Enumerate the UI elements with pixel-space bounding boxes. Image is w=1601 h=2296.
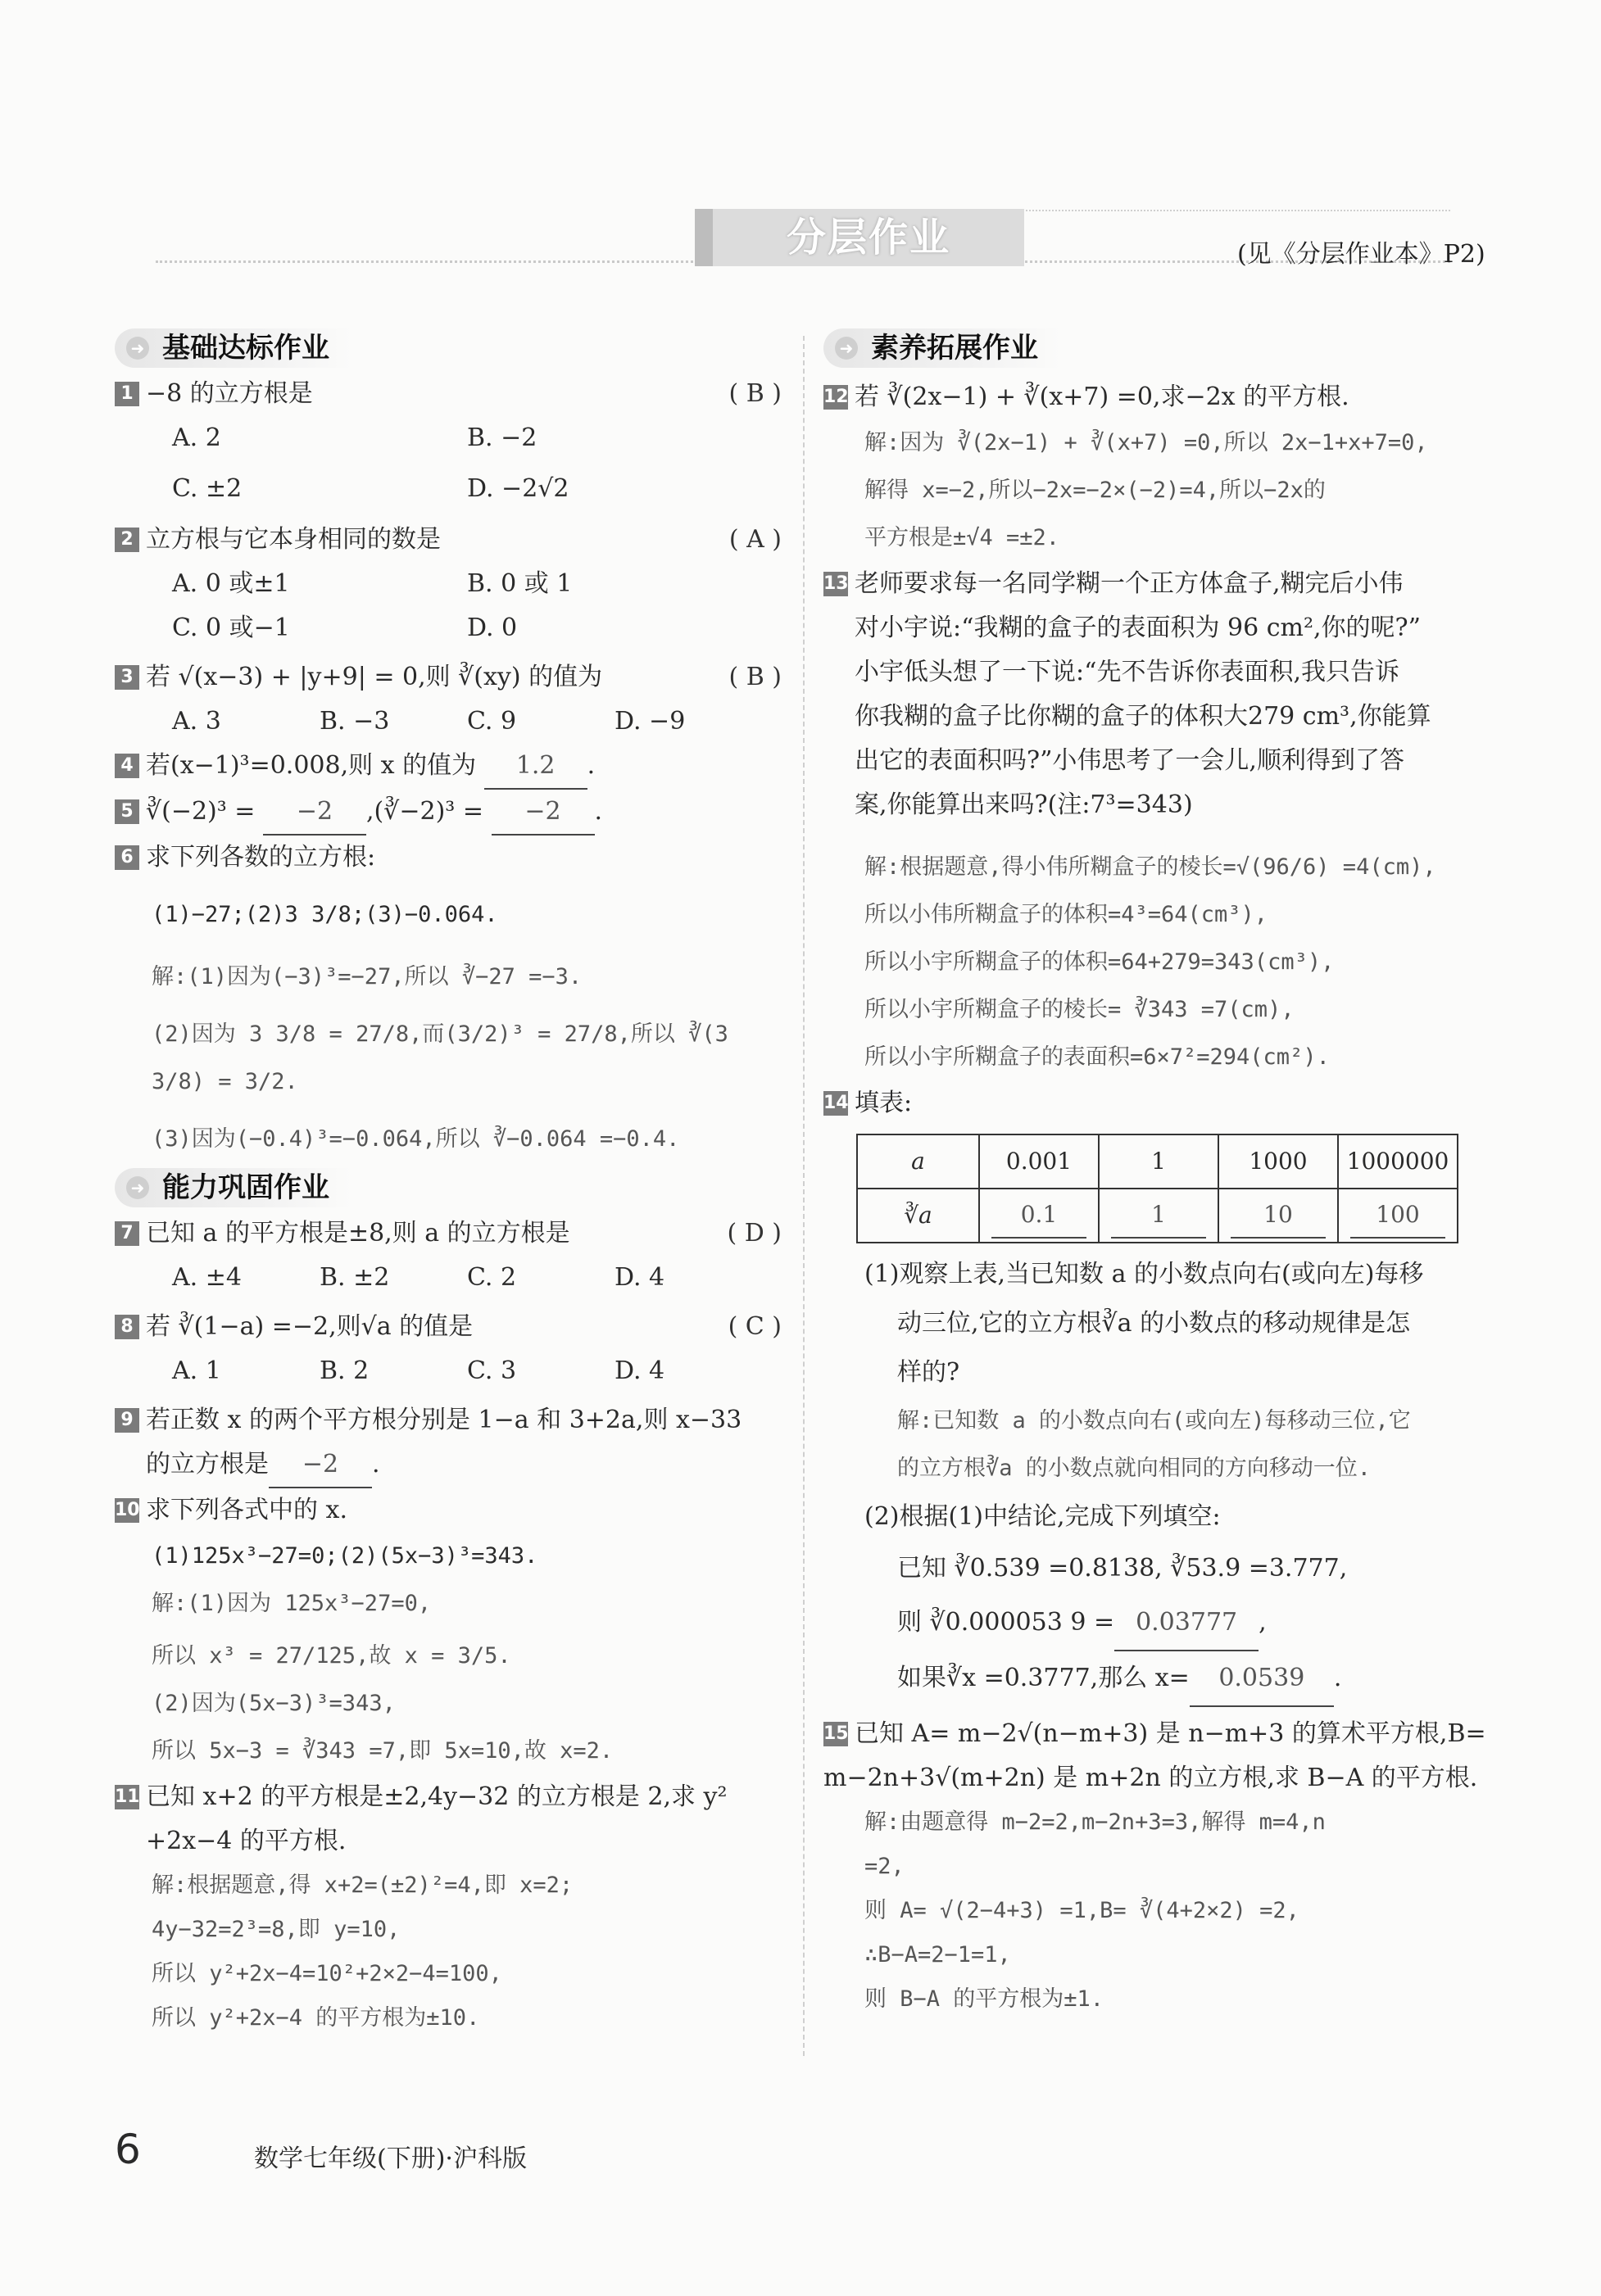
- question-6: [115, 836, 787, 880]
- question-stem: 若 √(x−3) + |y+9| = 0,则 ∛(xy) 的值为: [146, 663, 603, 691]
- option: C. 3: [467, 1356, 517, 1385]
- solution-line: 解:由题意得 m−2=2,m−2n+3=3,解得 m=4,n: [864, 1809, 1326, 1835]
- answer-blank: −2: [263, 790, 366, 836]
- option: A. 0 或±1: [172, 569, 290, 598]
- option: D. 0: [467, 614, 518, 642]
- footer-title: 数学七年级(下册)·沪科版: [254, 2144, 527, 2173]
- option: D. −2√2: [467, 474, 569, 503]
- table-row: [857, 1189, 1458, 1243]
- solution-line: 解:已知数 a 的小数点向右(或向左)每移动三位,它: [897, 1408, 1411, 1433]
- answer-blank: 100: [1350, 1193, 1445, 1239]
- question-11: [115, 1775, 787, 1864]
- left-column: [115, 328, 787, 2040]
- question-line: [823, 1596, 1503, 1651]
- arrow-icon: ➜: [126, 1176, 149, 1199]
- question-stem: 若 ∛(1−a) =−2,则√a 的值是: [146, 1312, 474, 1341]
- question-8: [115, 1305, 787, 1349]
- question-stem: 若正数 x 的两个平方根分别是 1−a 和 3+2a,则 x−33: [146, 1406, 742, 1434]
- question-line: 老师要求每一名同学糊一个正方体盒子,糊完后小伟: [855, 569, 1404, 598]
- header-reference: (见《分层作业本》P2): [1237, 240, 1485, 269]
- table-cell: [1218, 1189, 1338, 1243]
- question-line: 案,你能算出来吗?(注:7³=343): [855, 790, 1193, 819]
- section-basic: [115, 328, 352, 368]
- solution-line: 所以小宇所糊盒子的棱长= ∛343 =7(cm),: [864, 997, 1295, 1022]
- question-text: 则 ∛0.000053 9 =: [897, 1608, 1115, 1637]
- solution-line: 解:根据题意,得小伟所糊盒子的棱长=√(96/6) =4(cm),: [864, 854, 1436, 880]
- punct: .: [594, 797, 603, 826]
- arrow-icon: ➜: [835, 337, 858, 360]
- answer-choice: ( B ): [728, 379, 782, 408]
- table-cell: 1: [1099, 1134, 1218, 1189]
- question-text: 如果∛x =0.3777,那么 x=: [897, 1664, 1190, 1692]
- option: C. 9: [467, 707, 517, 736]
- question-10: [115, 1488, 787, 1533]
- section-ability-title: 能力巩固作业: [162, 1171, 329, 1204]
- answer-choice: ( B ): [728, 663, 782, 691]
- options-row: [115, 562, 787, 606]
- option: B. −2: [467, 423, 537, 452]
- question-number: 4: [115, 754, 139, 778]
- question-stem-cont: 的立方根是: [146, 1450, 269, 1479]
- option: A. ±4: [172, 1263, 242, 1292]
- solution-line: 4y−32=2³=8,即 y=10,: [152, 1917, 401, 1942]
- question-number: 13: [823, 572, 848, 596]
- solution-line: 所以 y²+2x−4=10²+2×2−4=100,: [152, 1961, 502, 1986]
- question-line: [823, 1651, 1503, 1707]
- solution-line: 解:(1)因为 125x³−27=0,: [152, 1591, 432, 1616]
- question-5: [115, 790, 787, 836]
- question-stem: −8 的立方根是: [146, 379, 313, 408]
- question-stem: 已知 a 的平方根是±8,则 a 的立方根是: [146, 1219, 570, 1248]
- question-number: 6: [115, 845, 139, 870]
- answer-blank: 10: [1231, 1193, 1326, 1239]
- table-cell: [979, 1189, 1099, 1243]
- question-number: 15: [823, 1722, 848, 1746]
- solution-line: ∴B−A=2−1=1,: [864, 1942, 1011, 1968]
- solution-line: 解得 x=−2,所以−2x=−2×(−2)=4,所以−2x的: [864, 478, 1326, 503]
- question-line: 对小宇说:“我糊的盒子的表面积为 96 cm²,你的呢?”: [855, 614, 1421, 642]
- question-items: (1)−27;(2)3 3/8;(3)−0.064.: [152, 902, 498, 927]
- solution-line: 所以小宇所糊盒子的表面积=6×7²=294(cm²).: [864, 1044, 1330, 1070]
- solution-line: 解:因为 ∛(2x−1) + ∛(x+7) =0,所以 2x−1+x+7=0,: [864, 430, 1428, 455]
- solution-line: 所以 y²+2x−4 的平方根为±10.: [152, 2005, 480, 2031]
- answer-choice: ( C ): [728, 1312, 782, 1341]
- option: C. ±2: [172, 474, 243, 503]
- question-stem: 立方根与它本身相同的数是: [146, 525, 441, 554]
- table-row: [857, 1134, 1458, 1189]
- option: B. 2: [320, 1356, 370, 1385]
- option: C. 2: [467, 1263, 517, 1292]
- question-line: 已知 A= m−2√(n−m+3) 是 n−m+3 的算术平方根,B=: [855, 1719, 1486, 1748]
- question-7: [115, 1211, 787, 1256]
- table-cell: [1338, 1189, 1458, 1243]
- question-number: 2: [115, 528, 139, 552]
- column-divider: [803, 336, 805, 2056]
- question-number: 5: [115, 799, 139, 824]
- answer-blank: 0.03777: [1114, 1596, 1259, 1651]
- answer-choice: ( A ): [728, 525, 782, 554]
- answer-choice: ( D ): [727, 1219, 782, 1248]
- banner-flag-icon: [695, 209, 713, 266]
- question-stem: 填表:: [855, 1089, 913, 1117]
- option: B. 0 或 1: [467, 569, 573, 598]
- options-row: [115, 467, 787, 511]
- question-number: 8: [115, 1315, 139, 1339]
- punct: .: [372, 1450, 380, 1479]
- right-column: [823, 328, 1503, 2022]
- solution-line: 所以小宇所糊盒子的体积=64+279=343(cm³),: [864, 949, 1335, 975]
- solution-line: 所以小伟所糊盒子的体积=4³=64(cm³),: [864, 902, 1268, 927]
- options-row: [115, 1349, 787, 1393]
- question-12: [823, 375, 1503, 419]
- question-2: [115, 518, 787, 562]
- question-number: 14: [823, 1091, 848, 1116]
- question-stem: 求下列各数的立方根:: [146, 843, 376, 872]
- question-line: 小宇低头想了一下说:“先不告诉你表面积,我只告诉: [855, 658, 1399, 686]
- answer-blank: −2: [269, 1442, 372, 1488]
- table-cell: 1000: [1218, 1134, 1338, 1189]
- option: D. −9: [615, 707, 686, 736]
- header-title-banner: [713, 209, 1024, 266]
- section-extend-title: 素养拓展作业: [871, 332, 1038, 365]
- answer-blank: 0.0539: [1190, 1651, 1334, 1707]
- option: B. ±2: [320, 1263, 390, 1292]
- answer-blank: 1: [1111, 1193, 1206, 1239]
- section-ability: [115, 1168, 352, 1207]
- header-rule-top: [1016, 210, 1450, 211]
- question-number: 10: [115, 1498, 139, 1523]
- solution-line: 解:(1)因为(−3)³=−27,所以 ∛−27 =−3.: [152, 964, 583, 989]
- question-line: 你我糊的盒子比你糊的盒子的体积大279 cm³,你能算: [855, 702, 1431, 731]
- question-stem: ∛(−2)³ =: [146, 797, 256, 826]
- section-extend: [823, 328, 1061, 368]
- question-line: m−2n+3√(m+2n) 是 m+2n 的立方根,求 B−A 的平方根.: [823, 1764, 1478, 1792]
- question-stem: 求下列各式中的 x.: [146, 1496, 347, 1524]
- page-number: 6: [115, 2126, 141, 2173]
- question-3: [115, 655, 787, 700]
- option: C. 0 或−1: [172, 614, 290, 642]
- question-stem: 已知 x+2 的平方根是±2,4y−32 的立方根是 2,求 y²: [146, 1782, 728, 1811]
- punct: .: [587, 751, 596, 780]
- question-number: 3: [115, 665, 139, 690]
- solution-line: 则 A= √(2−4+3) =1,B= ∛(4+2×2) =2,: [864, 1898, 1299, 1923]
- cube-root-table: [856, 1134, 1458, 1243]
- table-cell: ∛a: [857, 1189, 979, 1243]
- answer-blank: −2: [492, 790, 595, 836]
- question-number: 7: [115, 1221, 139, 1246]
- question-line: 样的?: [897, 1358, 960, 1387]
- header-title: 分层作业: [786, 215, 950, 260]
- question-number: 12: [823, 385, 848, 410]
- answer-blank: 1.2: [484, 744, 587, 790]
- options-row: [115, 606, 787, 650]
- option: B. −3: [320, 707, 390, 736]
- options-row: [115, 1256, 787, 1300]
- question-number: 11: [115, 1785, 139, 1809]
- solution-line: 则 B−A 的平方根为±1.: [864, 1986, 1104, 2012]
- table-cell: 1000000: [1338, 1134, 1458, 1189]
- options-row: [115, 416, 787, 460]
- question-line: 已知 ∛0.539 =0.8138, ∛53.9 =3.777,: [897, 1554, 1348, 1583]
- question-items: (1)125x³−27=0;(2)(5x−3)³=343.: [152, 1543, 538, 1569]
- question-number: 9: [115, 1408, 139, 1433]
- table-cell: 0.001: [979, 1134, 1099, 1189]
- punct: .: [1333, 1664, 1342, 1692]
- solution-line: 解:根据题意,得 x+2=(±2)²=4,即 x=2;: [152, 1873, 574, 1898]
- question-number: 1: [115, 382, 139, 406]
- option: A. 3: [172, 707, 221, 736]
- question-15: [823, 1712, 1503, 1800]
- answer-blank: 0.1: [991, 1193, 1086, 1239]
- solution-line: 所以 x³ = 27/125,故 x = 3/5.: [152, 1643, 511, 1669]
- question-line: 出它的表面积吗?”小伟思考了一会儿,顺利得到了答: [855, 746, 1404, 775]
- question-1: [115, 372, 787, 416]
- section-basic-title: 基础达标作业: [162, 332, 329, 365]
- table-cell: [1099, 1189, 1218, 1243]
- solution-line: (2)因为 3 3/8 = 27/8,而(3/2)³ = 27/8,所以 ∛(3 3/8) = 3/2.: [152, 1021, 728, 1094]
- question-stem-mid: ,(∛−2)³ =: [366, 797, 483, 826]
- solution-line: 的立方根∛a 的小数点就向相同的方向移动一位.: [897, 1456, 1372, 1481]
- question-stem: 若(x−1)³=0.008,则 x 的值为: [146, 751, 477, 780]
- question-line: 动三位,它的立方根∛a 的小数点的移动规律是怎: [897, 1309, 1411, 1338]
- punct: ,: [1259, 1608, 1267, 1637]
- solution-line: 平方根是±√4 =±2.: [864, 525, 1060, 550]
- question-14: [823, 1081, 1503, 1125]
- table-cell: a: [857, 1134, 979, 1189]
- question-4: [115, 744, 787, 790]
- question-stem-cont: +2x−4 的平方根.: [146, 1827, 347, 1855]
- options-row: [115, 700, 787, 744]
- question-line: (1)观察上表,当已知数 a 的小数点向右(或向左)每移: [864, 1260, 1424, 1288]
- solution-line: 所以 5x−3 = ∛343 =7,即 5x=10,故 x=2.: [152, 1738, 614, 1764]
- arrow-icon: ➜: [126, 337, 149, 360]
- option: D. 4: [615, 1356, 665, 1385]
- question-stem: 若 ∛(2x−1) + ∛(x+7) =0,求−2x 的平方根.: [855, 383, 1349, 411]
- solution-line: =2,: [864, 1854, 905, 1879]
- solution-line: (2)因为(5x−3)³=343,: [152, 1691, 396, 1716]
- option: A. 2: [172, 423, 221, 452]
- option: D. 4: [615, 1263, 665, 1292]
- question-line: (2)根据(1)中结论,完成下列填空:: [864, 1502, 1221, 1531]
- option: A. 1: [172, 1356, 221, 1385]
- solution-line: (3)因为(−0.4)³=−0.064,所以 ∛−0.064 =−0.4.: [152, 1126, 680, 1152]
- question-9: [115, 1398, 787, 1488]
- question-13: [823, 562, 1503, 827]
